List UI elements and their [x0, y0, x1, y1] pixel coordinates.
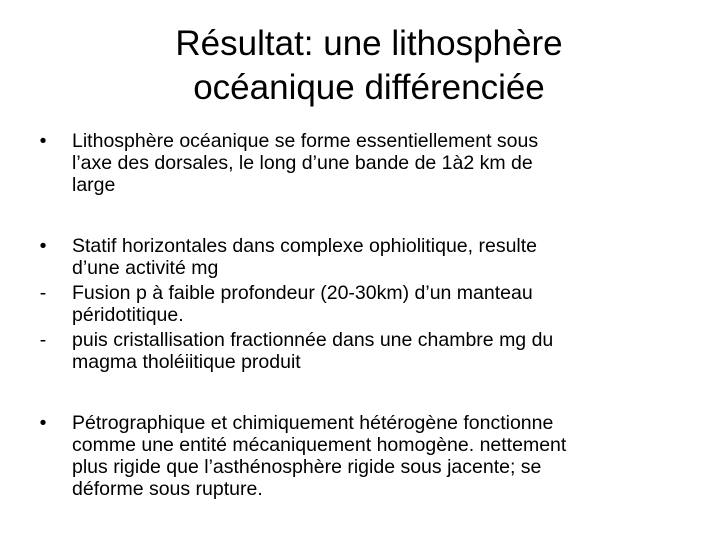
item-line: puis cristallisation fractionnée dans une chambre mg du [72, 329, 554, 351]
bullet-item [28, 130, 698, 196]
title-line: Résultat: une lithosphère [175, 24, 563, 63]
bullet-item [28, 412, 698, 500]
item-line: magma tholéiitique produit [72, 351, 301, 373]
item-line: d’une activité mg [72, 257, 219, 279]
slide-body [28, 130, 698, 500]
title-line: océanique différenciée [193, 68, 545, 107]
item-line: déforme sous rupture. [72, 478, 263, 500]
slide-title [0, 22, 720, 110]
item-line: Pétrographique et chimiquement hétérogène fonctionne [72, 412, 554, 434]
item-line: Lithosphère océanique se forme essentiellement sous [72, 130, 539, 152]
item-line: l’axe des dorsales, le long d’une bande de 1à2 km de [72, 152, 533, 174]
dash-marker: - [39, 282, 47, 304]
item-line: Statif horizontales dans complexe ophiolitique, resulte [72, 235, 538, 257]
bullet-marker: • [39, 235, 47, 257]
item-line: Fusion p à faible profondeur (20-30km) d’un manteau [72, 282, 533, 304]
item-line: comme une entité mécaniquement homogène. nettement [72, 434, 567, 456]
item-line: péridotitique. [72, 304, 184, 326]
dash-marker: - [39, 329, 47, 351]
dash-item [28, 282, 698, 326]
dash-item [28, 329, 698, 373]
item-line: large [72, 174, 116, 196]
item-line: plus rigide que l’asthénosphère rigide sous jacente; se [72, 456, 542, 478]
bullet-marker: • [39, 130, 47, 152]
bullet-marker: • [39, 412, 47, 434]
bullet-item [28, 235, 698, 279]
